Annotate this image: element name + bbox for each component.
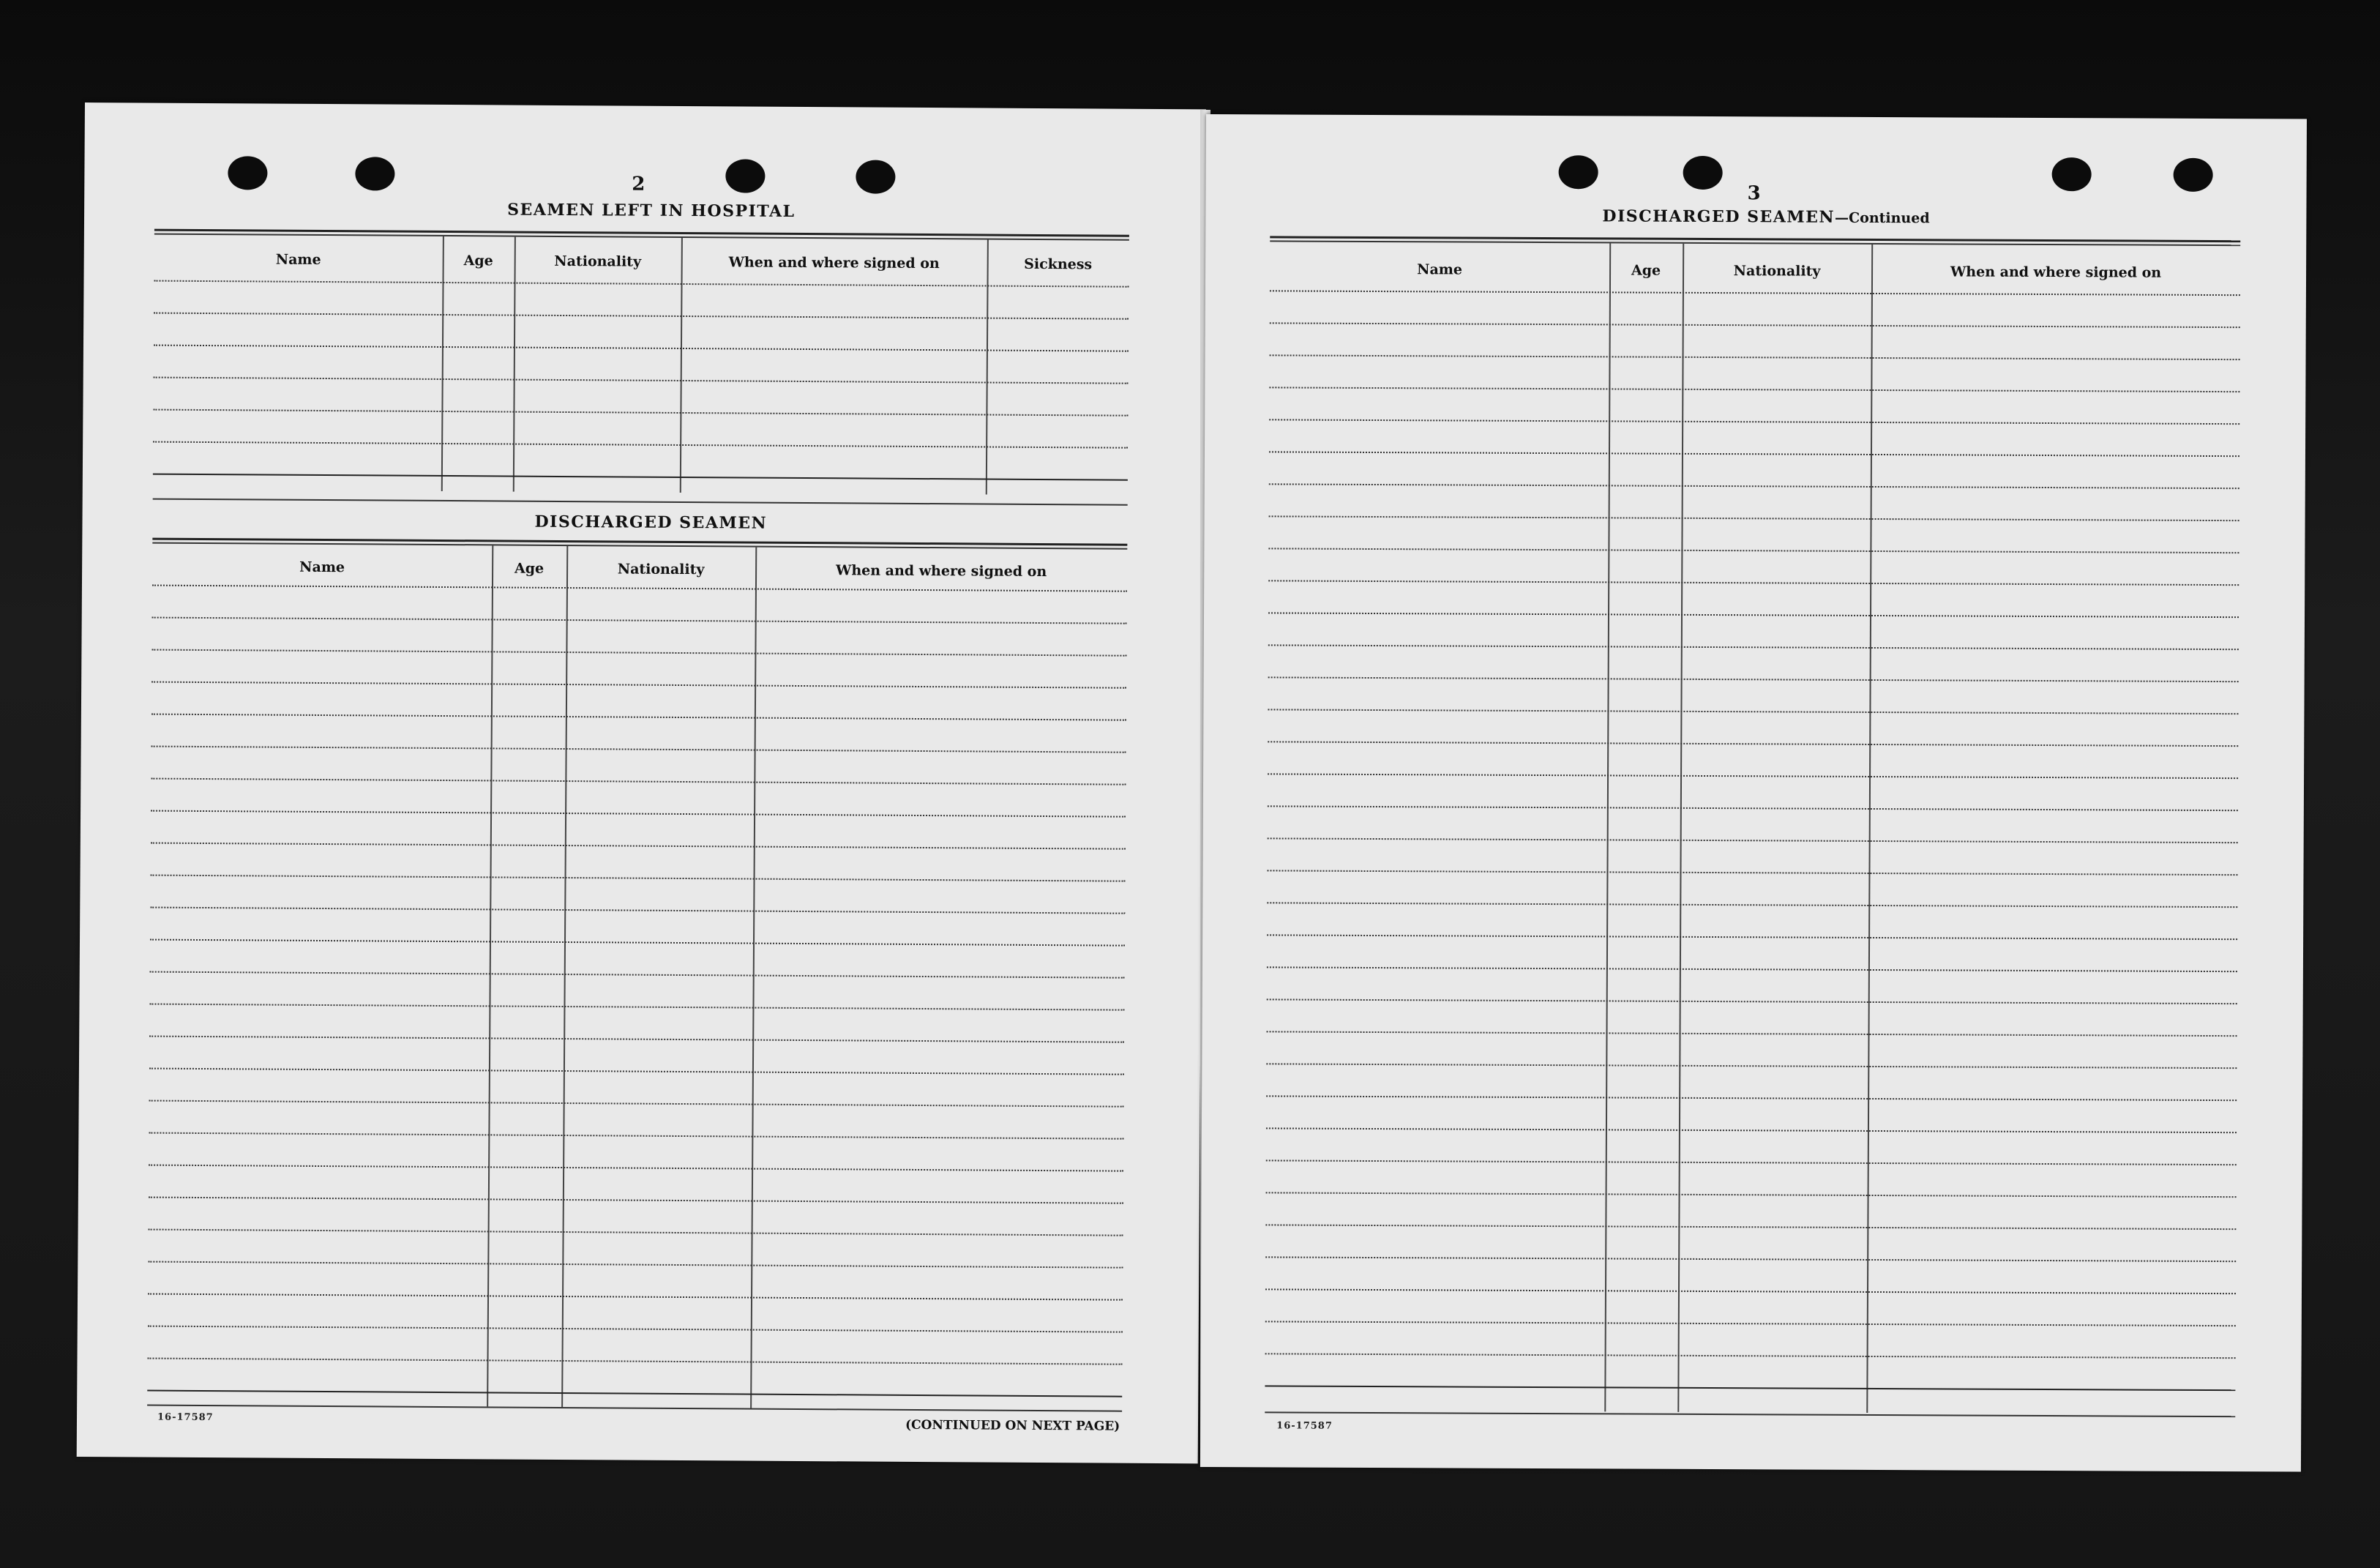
page-number: 3 xyxy=(1747,182,1761,205)
table-row xyxy=(148,1293,1123,1301)
table-row xyxy=(149,1229,1123,1236)
punch-hole-icon xyxy=(2052,157,2092,191)
column-header-nationality: Nationality xyxy=(1733,263,1821,280)
table-row xyxy=(1268,837,2238,843)
table-row xyxy=(151,843,1126,850)
form-code: 16-17587 xyxy=(1276,1420,1333,1432)
table-row xyxy=(154,280,1129,288)
continued-note: (CONTINUED ON NEXT PAGE) xyxy=(905,1417,1120,1434)
table-row xyxy=(1267,902,2237,908)
table-row xyxy=(149,1100,1124,1108)
page-number: 2 xyxy=(632,173,645,195)
table-row xyxy=(148,1358,1123,1365)
discharged-table xyxy=(147,544,1127,1414)
table-row xyxy=(1268,773,2238,779)
punch-hole-icon xyxy=(725,159,765,193)
table-row xyxy=(1267,966,2237,972)
section-rule xyxy=(153,499,1128,506)
punch-hole-icon xyxy=(355,157,394,190)
column-header-name: Name xyxy=(299,559,345,576)
column-header-name: Name xyxy=(1417,261,1463,278)
table-row xyxy=(1265,1321,2236,1326)
table-row xyxy=(150,907,1125,914)
hospital-table xyxy=(153,235,1129,497)
table-row xyxy=(1269,451,2239,457)
table-row xyxy=(149,1132,1123,1140)
table-row xyxy=(151,714,1126,721)
table-row xyxy=(1269,419,2239,425)
table-row xyxy=(1265,1385,2235,1391)
form-code: 16-17587 xyxy=(157,1411,214,1424)
table-row xyxy=(1268,805,2238,811)
table-row xyxy=(153,441,1128,449)
column-header-name: Name xyxy=(275,251,321,268)
column-header-signed-on: When and where signed on xyxy=(728,254,940,272)
table-row xyxy=(152,585,1127,592)
table-row xyxy=(152,617,1127,624)
table-row xyxy=(1270,354,2240,360)
table-row xyxy=(1267,1031,2237,1037)
table-row xyxy=(1265,1256,2236,1262)
column-divider xyxy=(986,240,989,495)
punch-hole-icon xyxy=(228,156,267,190)
discharged-continued-table xyxy=(1265,242,2240,1417)
column-header-age: Age xyxy=(463,253,493,269)
table-row xyxy=(1267,998,2237,1004)
left-page xyxy=(77,102,1206,1463)
table-row xyxy=(1266,1063,2237,1069)
column-divider xyxy=(750,548,757,1408)
table-row xyxy=(1268,580,2239,586)
hospital-section-title: SEAMEN LEFT IN HOSPITAL xyxy=(507,200,796,221)
table-row xyxy=(149,1197,1123,1204)
table-row xyxy=(150,971,1125,979)
table-row xyxy=(1268,709,2238,714)
table-row xyxy=(150,939,1125,947)
table-row xyxy=(151,778,1126,785)
column-divider xyxy=(487,545,493,1406)
column-divider xyxy=(680,238,683,493)
column-divider xyxy=(1677,244,1684,1412)
column-header-age: Age xyxy=(1631,262,1661,279)
table-row xyxy=(151,810,1126,818)
table-row xyxy=(1269,515,2239,521)
column-divider xyxy=(1604,243,1611,1411)
punch-hole-icon xyxy=(856,160,895,193)
right-page xyxy=(1200,114,2307,1472)
table-row xyxy=(151,746,1126,753)
column-header-sickness: Sickness xyxy=(1024,255,1093,273)
table-row xyxy=(1266,1192,2237,1198)
column-header-signed-on: When and where signed on xyxy=(1950,264,2162,281)
table-row xyxy=(1268,644,2239,650)
table-row xyxy=(1267,934,2237,940)
table-row xyxy=(151,875,1126,882)
table-row xyxy=(1266,1160,2237,1165)
column-divider xyxy=(441,236,444,491)
table-row xyxy=(149,1068,1124,1075)
table-row xyxy=(1265,1224,2236,1230)
table-row xyxy=(1267,870,2237,876)
column-header-signed-on: When and where signed on xyxy=(835,562,1047,580)
punch-hole-icon xyxy=(2174,158,2213,192)
table-row xyxy=(1265,1288,2236,1294)
table-row xyxy=(149,1036,1124,1043)
table-row xyxy=(154,377,1129,384)
table-row xyxy=(1265,1353,2236,1359)
table-row xyxy=(1268,676,2239,682)
column-header-nationality: Nationality xyxy=(617,561,705,578)
table-row xyxy=(149,1004,1124,1011)
table-row xyxy=(148,1261,1123,1269)
table-row xyxy=(153,474,1128,481)
table-row xyxy=(153,409,1128,417)
table-row xyxy=(1266,1095,2237,1101)
table-row xyxy=(1269,387,2239,392)
table-row xyxy=(1270,290,2240,296)
table-row xyxy=(151,649,1126,657)
column-header-nationality: Nationality xyxy=(554,253,642,270)
table-row xyxy=(1268,741,2238,747)
table-row xyxy=(154,345,1129,352)
table-row xyxy=(1269,483,2239,489)
discharged-continued-title: DISCHARGED SEAMEN—Continued xyxy=(1602,206,1930,227)
table-row xyxy=(148,1326,1123,1333)
table-row xyxy=(151,682,1126,689)
column-divider xyxy=(561,546,568,1407)
table-row xyxy=(154,313,1129,320)
table-row xyxy=(147,1390,1122,1397)
table-row xyxy=(1268,548,2239,553)
column-divider xyxy=(513,237,516,492)
column-divider xyxy=(1866,244,1873,1413)
table-row xyxy=(1268,612,2239,618)
punch-hole-icon xyxy=(1683,156,1723,190)
table-row xyxy=(1266,1127,2237,1133)
table-row xyxy=(1270,322,2240,328)
punch-hole-icon xyxy=(1559,155,1598,189)
discharged-section-title: DISCHARGED SEAMEN xyxy=(534,512,768,533)
column-header-age: Age xyxy=(514,560,545,577)
table-row xyxy=(149,1165,1123,1172)
